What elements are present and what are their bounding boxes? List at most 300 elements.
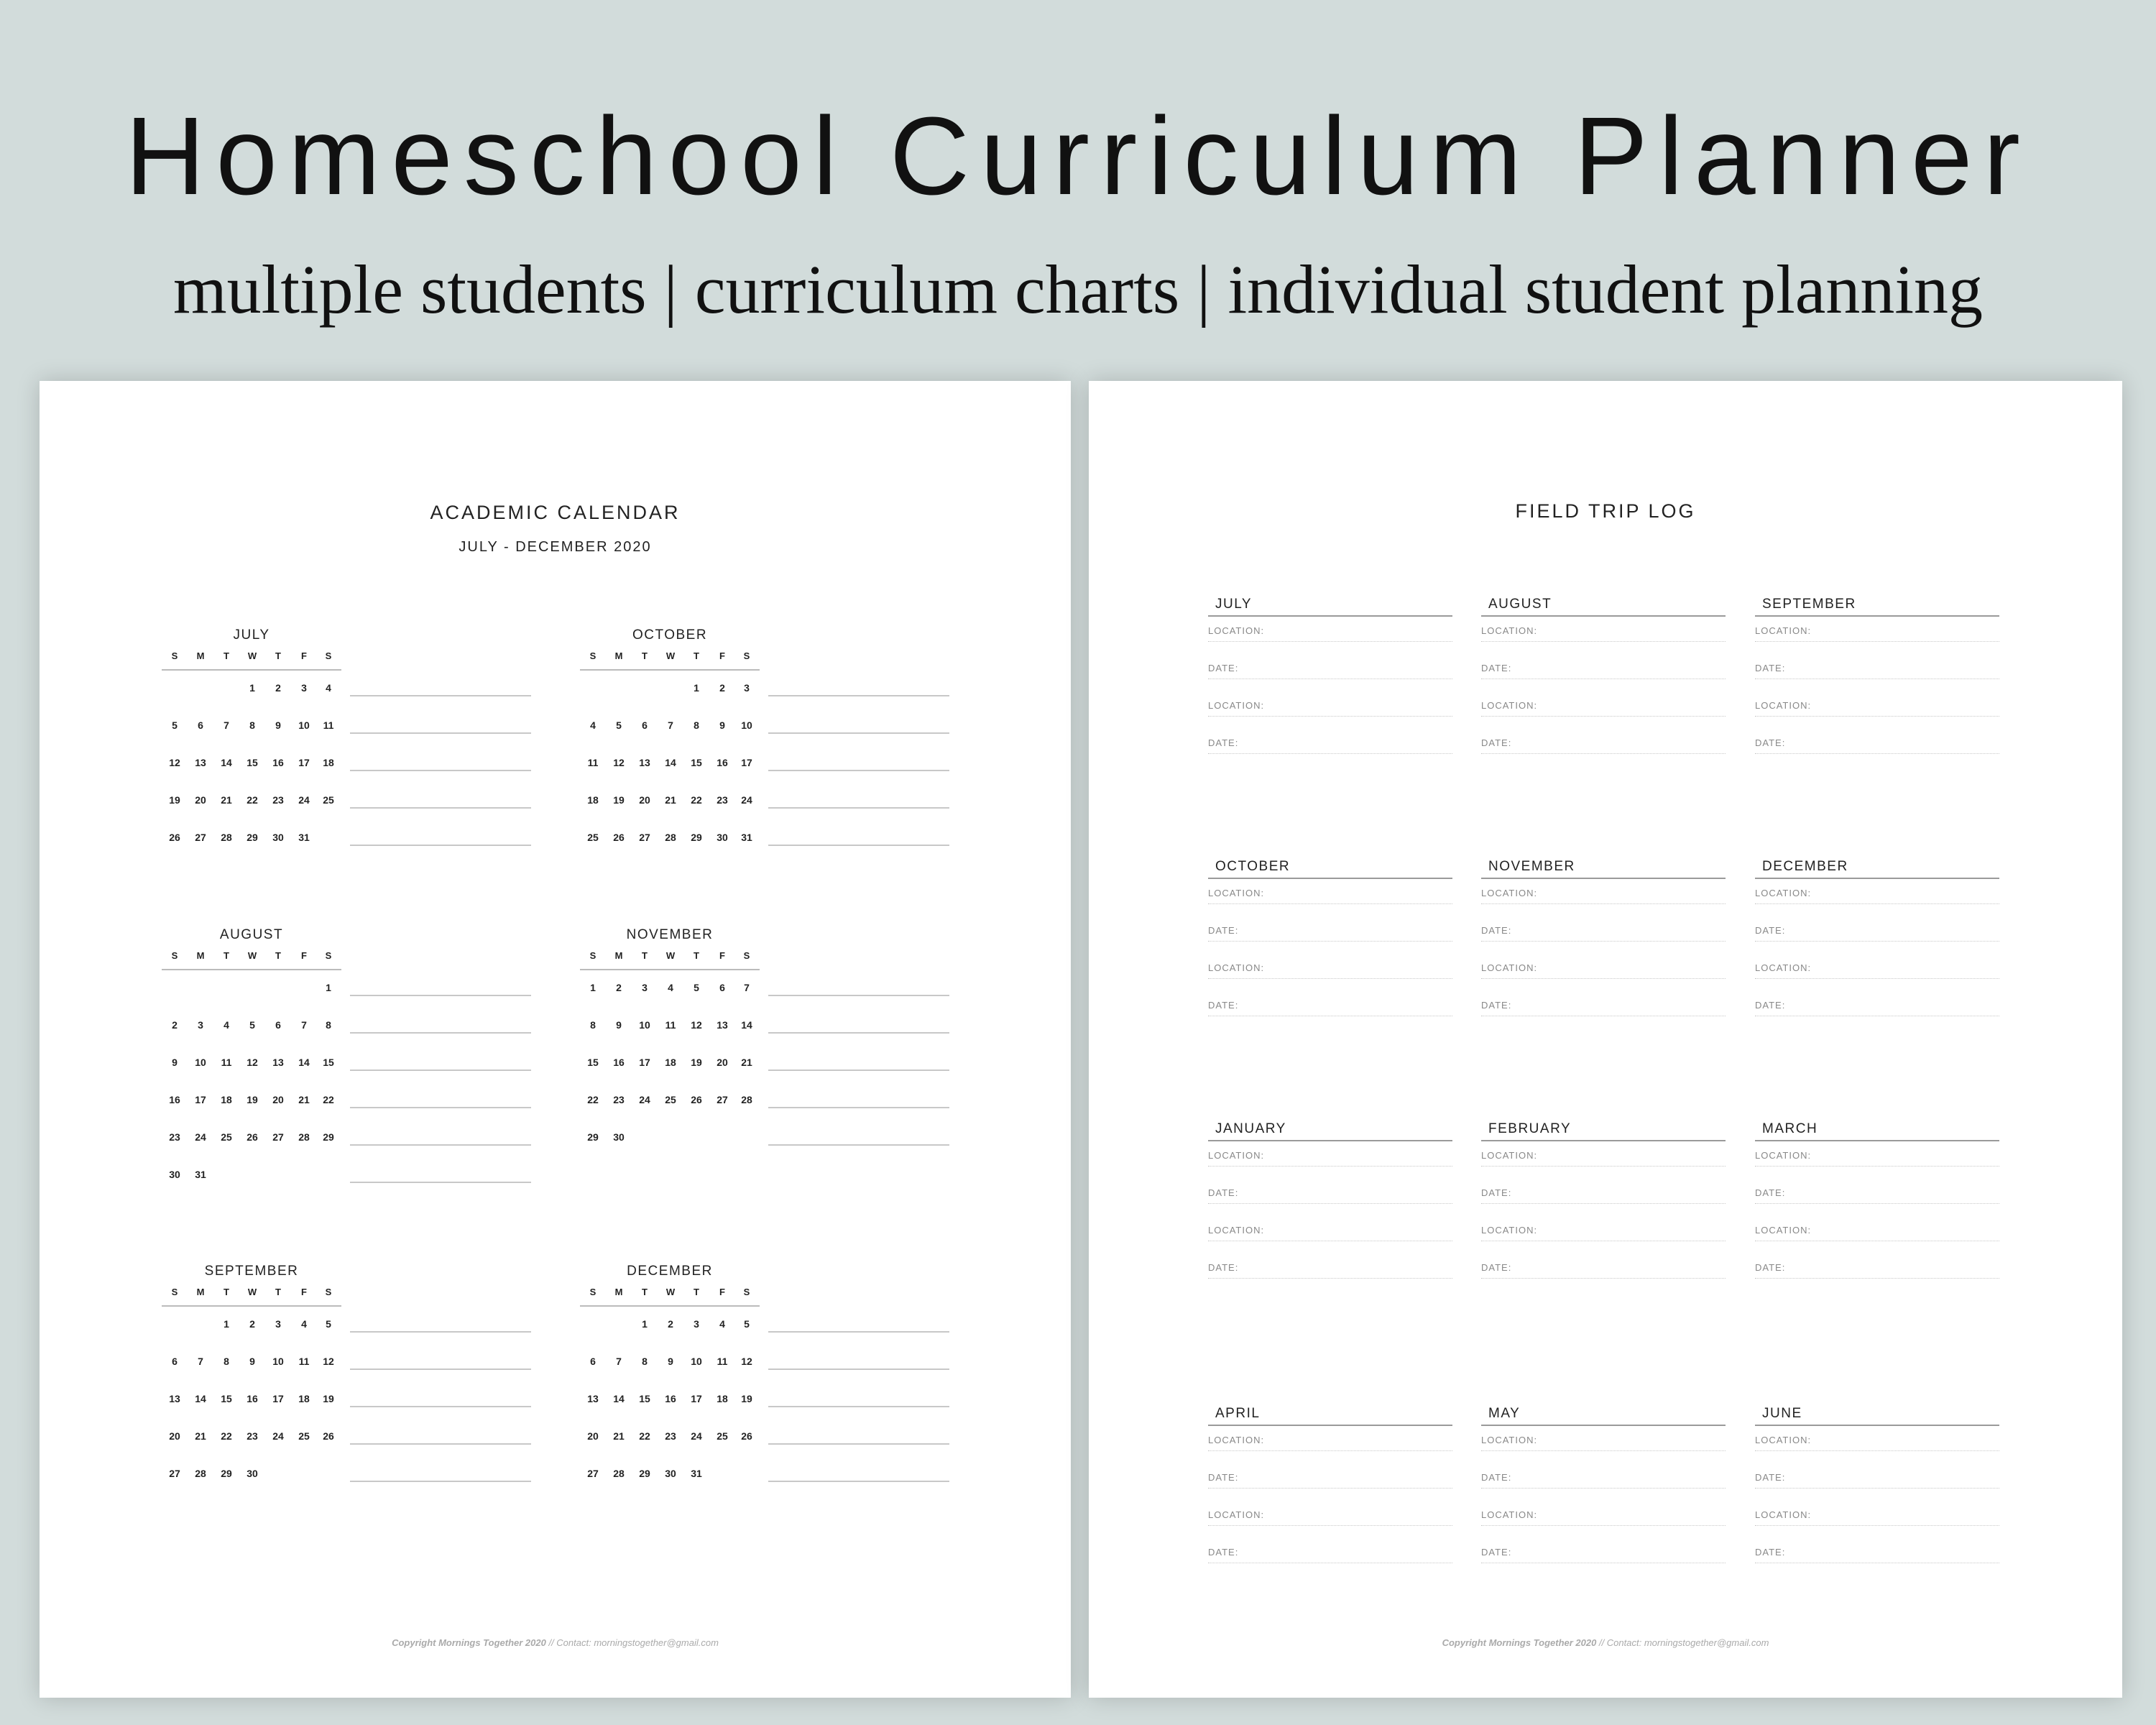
calendar-day: 17 xyxy=(639,1057,650,1068)
calendar-note-line[interactable] xyxy=(350,1481,531,1482)
calendar-day: 15 xyxy=(221,1393,232,1404)
calendar-day: 26 xyxy=(613,832,625,843)
calendar-day: 26 xyxy=(247,1131,258,1143)
calendar-day: 18 xyxy=(717,1393,728,1404)
date-field[interactable]: DATE: xyxy=(1208,1547,1452,1563)
calendar-day: 8 xyxy=(326,1019,331,1031)
calendar-day: 27 xyxy=(195,832,206,843)
field-trip-month-name: SEPTEMBER xyxy=(1755,597,1999,617)
field-trip-month-name: JUNE xyxy=(1755,1406,1999,1426)
calendar-day: 27 xyxy=(717,1094,728,1105)
calendar-note-line[interactable] xyxy=(768,1070,949,1071)
calendar-day: 29 xyxy=(587,1131,599,1143)
calendar-note-line[interactable] xyxy=(350,1443,531,1445)
calendar-day: 1 xyxy=(326,982,331,993)
calendar-day: 13 xyxy=(587,1393,599,1404)
calendar-day: 30 xyxy=(272,832,284,843)
calendar-note-line[interactable] xyxy=(350,1144,531,1146)
calendar-day: 10 xyxy=(298,719,310,731)
weekday-label: S xyxy=(589,650,596,661)
calendar-day: 7 xyxy=(301,1019,307,1031)
location-field[interactable]: LOCATION: xyxy=(1481,962,1726,979)
date-field[interactable]: DATE: xyxy=(1481,1472,1726,1489)
weekday-label: S xyxy=(171,950,178,961)
calendar-day: 12 xyxy=(323,1356,334,1367)
weekday-header xyxy=(162,1287,341,1307)
field-trip-month xyxy=(1481,1121,1726,1308)
calendar-month-name: SEPTEMBER xyxy=(204,1264,299,1279)
calendar-day: 23 xyxy=(665,1430,676,1442)
calendar-day: 6 xyxy=(198,719,203,731)
location-field[interactable]: LOCATION: xyxy=(1755,962,1999,979)
weekday-label: F xyxy=(301,950,307,961)
calendar-day: 22 xyxy=(323,1094,334,1105)
field-trip-month xyxy=(1481,1406,1726,1593)
calendar-day: 20 xyxy=(639,794,650,806)
calendar-day: 19 xyxy=(323,1393,334,1404)
location-field[interactable]: LOCATION: xyxy=(1481,888,1726,904)
calendar-day: 7 xyxy=(616,1356,622,1367)
calendar-day: 29 xyxy=(691,832,702,843)
weekday-label: F xyxy=(719,1287,725,1297)
calendar-day: 20 xyxy=(272,1094,284,1105)
calendar-note-line[interactable] xyxy=(768,1331,949,1333)
location-field[interactable]: LOCATION: xyxy=(1208,962,1452,979)
field-trip-month-name: NOVEMBER xyxy=(1481,859,1726,879)
calendar-day: 15 xyxy=(247,757,258,768)
weekday-label: M xyxy=(614,650,623,661)
field-trip-month-name: FEBRUARY xyxy=(1481,1121,1726,1141)
calendar-note-line[interactable] xyxy=(350,1331,531,1333)
field-trip-month-name: MAY xyxy=(1481,1406,1726,1426)
weekday-label: F xyxy=(719,950,725,961)
calendar-note-line[interactable] xyxy=(350,770,531,771)
calendar-title: ACADEMIC CALENDAR xyxy=(430,502,681,523)
calendar-day: 25 xyxy=(221,1131,232,1143)
calendar-day: 20 xyxy=(587,1430,599,1442)
calendar-day: 16 xyxy=(169,1094,180,1105)
calendar-day: 4 xyxy=(326,682,331,694)
calendar-day: 30 xyxy=(613,1131,625,1143)
calendar-month-name: OCTOBER xyxy=(632,627,708,643)
weekday-header xyxy=(580,650,760,671)
calendar-note-line[interactable] xyxy=(768,845,949,846)
field-trip-log-footer: Copyright Mornings Together 2020 // Contact: morningstogether@gmail.com xyxy=(1442,1637,1769,1648)
calendar-day: 23 xyxy=(247,1430,258,1442)
weekday-header xyxy=(580,950,760,970)
calendar-day: 9 xyxy=(668,1356,673,1367)
location-field[interactable]: LOCATION: xyxy=(1481,1150,1726,1167)
calendar-day: 20 xyxy=(717,1057,728,1068)
calendar-day: 1 xyxy=(224,1318,229,1330)
weekday-label: S xyxy=(325,650,332,661)
calendar-day: 8 xyxy=(590,1019,596,1031)
calendar-day: 11 xyxy=(665,1019,676,1031)
date-field[interactable]: DATE: xyxy=(1208,925,1452,942)
calendar-day: 12 xyxy=(691,1019,702,1031)
weekday-label: T xyxy=(275,1287,281,1297)
calendar-day: 21 xyxy=(195,1430,206,1442)
location-field[interactable]: LOCATION: xyxy=(1208,625,1452,642)
calendar-day: 1 xyxy=(694,682,699,694)
calendar-day: 4 xyxy=(668,982,673,993)
calendar-day: 3 xyxy=(275,1318,281,1330)
location-field[interactable]: LOCATION: xyxy=(1208,1435,1452,1451)
calendar-month-name: DECEMBER xyxy=(627,1264,713,1279)
calendar-day: 18 xyxy=(298,1393,310,1404)
calendar-note-line[interactable] xyxy=(350,1032,531,1034)
calendar-day: 27 xyxy=(169,1468,180,1479)
calendar-day: 30 xyxy=(169,1169,180,1180)
calendar-day: 3 xyxy=(694,1318,699,1330)
weekday-label: W xyxy=(247,950,257,961)
calendar-day: 2 xyxy=(719,682,725,694)
calendar-day: 8 xyxy=(642,1356,648,1367)
calendar-day: 17 xyxy=(691,1393,702,1404)
calendar-note-line[interactable] xyxy=(350,1182,531,1183)
calendar-note-line[interactable] xyxy=(350,732,531,734)
banner-title: Homeschool Curriculum Planner xyxy=(125,94,2031,218)
weekday-label: T xyxy=(694,950,699,961)
calendar-day: 4 xyxy=(719,1318,725,1330)
weekday-label: W xyxy=(665,1287,676,1297)
date-field[interactable]: DATE: xyxy=(1481,1262,1726,1279)
date-field[interactable]: DATE: xyxy=(1755,1187,1999,1204)
calendar-day: 22 xyxy=(639,1430,650,1442)
field-trip-month xyxy=(1755,859,1999,1046)
calendar-subtitle: JULY - DECEMBER 2020 xyxy=(459,539,652,555)
weekday-label: M xyxy=(614,950,623,961)
date-field[interactable]: DATE: xyxy=(1481,663,1726,679)
field-trip-month-name: OCTOBER xyxy=(1208,859,1452,879)
calendar-note-line[interactable] xyxy=(768,1032,949,1034)
location-field[interactable]: LOCATION: xyxy=(1208,1225,1452,1241)
field-trip-month xyxy=(1755,1406,1999,1593)
calendar-note-line[interactable] xyxy=(768,1406,949,1407)
calendar-day: 17 xyxy=(272,1393,284,1404)
calendar-day: 8 xyxy=(694,719,699,731)
calendar-month xyxy=(580,1264,975,1565)
calendar-day: 3 xyxy=(744,682,750,694)
calendar-day: 5 xyxy=(744,1318,750,1330)
calendar-day: 31 xyxy=(691,1468,702,1479)
weekday-label: W xyxy=(247,650,257,661)
calendar-note-line[interactable] xyxy=(768,995,949,996)
calendar-day: 13 xyxy=(195,757,206,768)
calendar-day: 1 xyxy=(642,1318,648,1330)
date-field[interactable]: DATE: xyxy=(1208,737,1452,754)
calendar-day: 3 xyxy=(301,682,307,694)
calendar-note-line[interactable] xyxy=(768,695,949,696)
field-trip-month xyxy=(1481,597,1726,783)
calendar-day: 21 xyxy=(741,1057,752,1068)
location-field[interactable]: LOCATION: xyxy=(1755,625,1999,642)
calendar-day: 24 xyxy=(272,1430,284,1442)
location-field[interactable]: LOCATION: xyxy=(1755,1225,1999,1241)
location-field[interactable]: LOCATION: xyxy=(1481,1435,1726,1451)
calendar-month-name: AUGUST xyxy=(219,927,284,942)
calendar-note-line[interactable] xyxy=(350,695,531,696)
weekday-header xyxy=(162,950,341,970)
calendar-day: 4 xyxy=(590,719,596,731)
location-field[interactable]: LOCATION: xyxy=(1481,700,1726,717)
calendar-day: 19 xyxy=(691,1057,702,1068)
calendar-note-line[interactable] xyxy=(350,1406,531,1407)
calendar-month xyxy=(580,927,975,1229)
calendar-day: 30 xyxy=(247,1468,258,1479)
calendar-day: 12 xyxy=(613,757,625,768)
calendar-day: 11 xyxy=(323,719,334,731)
weekday-label: S xyxy=(325,950,332,961)
date-field[interactable]: DATE: xyxy=(1755,1262,1999,1279)
calendar-day: 9 xyxy=(616,1019,622,1031)
calendar-day: 21 xyxy=(298,1094,310,1105)
date-field[interactable]: DATE: xyxy=(1481,1000,1726,1016)
field-trip-month xyxy=(1208,597,1452,783)
calendar-day: 28 xyxy=(741,1094,752,1105)
calendar-day: 31 xyxy=(741,832,752,843)
calendar-day: 2 xyxy=(616,982,622,993)
weekday-label: T xyxy=(694,650,699,661)
calendar-day: 29 xyxy=(323,1131,334,1143)
calendar-day: 26 xyxy=(741,1430,752,1442)
calendar-note-line[interactable] xyxy=(768,1107,949,1108)
calendar-day: 25 xyxy=(298,1430,310,1442)
calendar-note-line[interactable] xyxy=(768,1443,949,1445)
date-field[interactable]: DATE: xyxy=(1755,1472,1999,1489)
weekday-label: T xyxy=(224,1287,229,1297)
calendar-day: 30 xyxy=(717,832,728,843)
date-field[interactable]: DATE: xyxy=(1208,1187,1452,1204)
field-trip-log-title: FIELD TRIP LOG xyxy=(1515,500,1696,522)
calendar-day: 22 xyxy=(587,1094,599,1105)
location-field[interactable]: LOCATION: xyxy=(1755,1435,1999,1451)
location-field[interactable]: LOCATION: xyxy=(1481,625,1726,642)
weekday-label: W xyxy=(665,650,676,661)
location-field[interactable]: LOCATION: xyxy=(1208,700,1452,717)
calendar-note-line[interactable] xyxy=(350,845,531,846)
calendar-note-line[interactable] xyxy=(768,807,949,809)
calendar-day: 31 xyxy=(298,832,310,843)
field-trip-month xyxy=(1208,859,1452,1046)
date-field[interactable]: DATE: xyxy=(1481,1187,1726,1204)
calendar-day: 15 xyxy=(587,1057,599,1068)
location-field[interactable]: LOCATION: xyxy=(1208,888,1452,904)
calendar-note-line[interactable] xyxy=(350,995,531,996)
date-field[interactable]: DATE: xyxy=(1755,737,1999,754)
calendar-day: 13 xyxy=(639,757,650,768)
banner-subtitle: multiple students | curriculum charts | individual student planning xyxy=(172,251,1984,328)
calendar-day: 16 xyxy=(613,1057,625,1068)
field-trip-month xyxy=(1481,859,1726,1046)
calendar-day: 31 xyxy=(195,1169,206,1180)
calendar-day: 9 xyxy=(172,1057,178,1068)
location-field[interactable]: LOCATION: xyxy=(1755,1150,1999,1167)
weekday-label: S xyxy=(171,650,178,661)
calendar-day: 16 xyxy=(717,757,728,768)
calendar-note-line[interactable] xyxy=(350,1368,531,1370)
calendar-month xyxy=(162,1264,557,1565)
weekday-label: M xyxy=(196,1287,205,1297)
calendar-day: 3 xyxy=(198,1019,203,1031)
calendar-day: 25 xyxy=(665,1094,676,1105)
date-field[interactable]: DATE: xyxy=(1755,663,1999,679)
calendar-day: 25 xyxy=(323,794,334,806)
calendar-day: 1 xyxy=(590,982,596,993)
field-trip-month-name: JULY xyxy=(1208,597,1452,617)
calendar-day: 21 xyxy=(221,794,232,806)
location-field[interactable]: LOCATION: xyxy=(1208,1150,1452,1167)
date-field[interactable]: DATE: xyxy=(1481,737,1726,754)
field-trip-month xyxy=(1208,1406,1452,1593)
calendar-day: 14 xyxy=(741,1019,752,1031)
calendar-day: 19 xyxy=(169,794,180,806)
calendar-day: 20 xyxy=(169,1430,180,1442)
calendar-day: 17 xyxy=(195,1094,206,1105)
calendar-day: 26 xyxy=(323,1430,334,1442)
calendar-footer: Copyright Mornings Together 2020 // Contact: morningstogether@gmail.com xyxy=(392,1637,719,1648)
calendar-day: 2 xyxy=(668,1318,673,1330)
calendar-day: 28 xyxy=(298,1131,310,1143)
calendar-day: 14 xyxy=(298,1057,310,1068)
weekday-header xyxy=(162,650,341,671)
calendar-day: 10 xyxy=(195,1057,206,1068)
calendar-day: 8 xyxy=(249,719,255,731)
calendar-day: 16 xyxy=(665,1393,676,1404)
location-field[interactable]: LOCATION: xyxy=(1208,1509,1452,1526)
weekday-label: F xyxy=(719,650,725,661)
calendar-day: 29 xyxy=(247,832,258,843)
calendar-day: 18 xyxy=(665,1057,676,1068)
calendar-note-line[interactable] xyxy=(350,807,531,809)
calendar-day: 20 xyxy=(195,794,206,806)
date-field[interactable]: DATE: xyxy=(1208,1262,1452,1279)
calendar-day: 24 xyxy=(741,794,752,806)
field-trip-month xyxy=(1755,1121,1999,1308)
calendar-day: 22 xyxy=(691,794,702,806)
calendar-day: 17 xyxy=(741,757,752,768)
calendar-note-line[interactable] xyxy=(768,770,949,771)
calendar-day: 19 xyxy=(247,1094,258,1105)
location-field[interactable]: LOCATION: xyxy=(1755,888,1999,904)
calendar-day: 16 xyxy=(247,1393,258,1404)
calendar-day: 1 xyxy=(249,682,255,694)
weekday-label: S xyxy=(743,1287,750,1297)
date-field[interactable]: DATE: xyxy=(1208,1472,1452,1489)
weekday-label: F xyxy=(301,650,307,661)
calendar-day: 5 xyxy=(172,719,178,731)
calendar-day: 26 xyxy=(169,832,180,843)
calendar-day: 18 xyxy=(323,757,334,768)
weekday-header xyxy=(580,1287,760,1307)
location-field[interactable]: LOCATION: xyxy=(1755,700,1999,717)
calendar-day: 11 xyxy=(587,757,599,768)
calendar-day: 6 xyxy=(275,1019,281,1031)
calendar-note-line[interactable] xyxy=(350,1070,531,1071)
calendar-day: 10 xyxy=(741,719,752,731)
calendar-day: 5 xyxy=(616,719,622,731)
weekday-label: T xyxy=(224,650,229,661)
calendar-day: 17 xyxy=(298,757,310,768)
location-field[interactable]: LOCATION: xyxy=(1755,1509,1999,1526)
calendar-day: 24 xyxy=(298,794,310,806)
calendar-day: 10 xyxy=(639,1019,650,1031)
calendar-day: 4 xyxy=(301,1318,307,1330)
weekday-label: S xyxy=(171,1287,178,1297)
weekday-label: T xyxy=(275,950,281,961)
calendar-note-line[interactable] xyxy=(768,1368,949,1370)
calendar-day: 5 xyxy=(694,982,699,993)
calendar-day: 13 xyxy=(717,1019,728,1031)
calendar-day: 12 xyxy=(741,1356,752,1367)
calendar-day: 7 xyxy=(668,719,673,731)
calendar-day: 27 xyxy=(639,832,650,843)
calendar-note-line[interactable] xyxy=(768,1481,949,1482)
weekday-label: T xyxy=(694,1287,699,1297)
calendar-day: 6 xyxy=(719,982,725,993)
calendar-day: 4 xyxy=(224,1019,229,1031)
calendar-month-name: JULY xyxy=(233,627,270,643)
weekday-label: T xyxy=(275,650,281,661)
calendar-day: 28 xyxy=(665,832,676,843)
calendar-day: 19 xyxy=(741,1393,752,1404)
weekday-label: S xyxy=(743,650,750,661)
calendar-month xyxy=(162,927,557,1229)
calendar-day: 25 xyxy=(587,832,599,843)
calendar-day: 9 xyxy=(275,719,281,731)
calendar-day: 24 xyxy=(691,1430,702,1442)
field-trip-month xyxy=(1755,597,1999,783)
date-field[interactable]: DATE: xyxy=(1755,1547,1999,1563)
date-field[interactable]: DATE: xyxy=(1481,925,1726,942)
calendar-day: 18 xyxy=(221,1094,232,1105)
calendar-day: 21 xyxy=(613,1430,625,1442)
calendar-day: 23 xyxy=(272,794,284,806)
calendar-day: 29 xyxy=(639,1468,650,1479)
calendar-day: 15 xyxy=(639,1393,650,1404)
calendar-day: 24 xyxy=(195,1131,206,1143)
weekday-label: M xyxy=(614,1287,623,1297)
calendar-day: 11 xyxy=(717,1356,728,1367)
calendar-day: 2 xyxy=(172,1019,178,1031)
calendar-day: 13 xyxy=(169,1393,180,1404)
weekday-label: S xyxy=(589,1287,596,1297)
calendar-day: 7 xyxy=(744,982,750,993)
calendar-note-line[interactable] xyxy=(768,1144,949,1146)
field-trip-month-name: AUGUST xyxy=(1481,597,1726,617)
calendar-day: 9 xyxy=(719,719,725,731)
location-field[interactable]: LOCATION: xyxy=(1481,1225,1726,1241)
calendar-day: 26 xyxy=(691,1094,702,1105)
calendar-day: 14 xyxy=(613,1393,625,1404)
calendar-note-line[interactable] xyxy=(350,1107,531,1108)
date-field[interactable]: DATE: xyxy=(1481,1547,1726,1563)
calendar-day: 8 xyxy=(224,1356,229,1367)
weekday-label: M xyxy=(196,950,205,961)
date-field[interactable]: DATE: xyxy=(1208,1000,1452,1016)
calendar-day: 14 xyxy=(221,757,232,768)
weekday-label: S xyxy=(589,950,596,961)
date-field[interactable]: DATE: xyxy=(1208,663,1452,679)
calendar-note-line[interactable] xyxy=(768,732,949,734)
date-field[interactable]: DATE: xyxy=(1755,1000,1999,1016)
calendar-day: 23 xyxy=(169,1131,180,1143)
calendar-day: 14 xyxy=(665,757,676,768)
calendar-day: 23 xyxy=(717,794,728,806)
date-field[interactable]: DATE: xyxy=(1755,925,1999,942)
location-field[interactable]: LOCATION: xyxy=(1481,1509,1726,1526)
field-trip-month xyxy=(1208,1121,1452,1308)
